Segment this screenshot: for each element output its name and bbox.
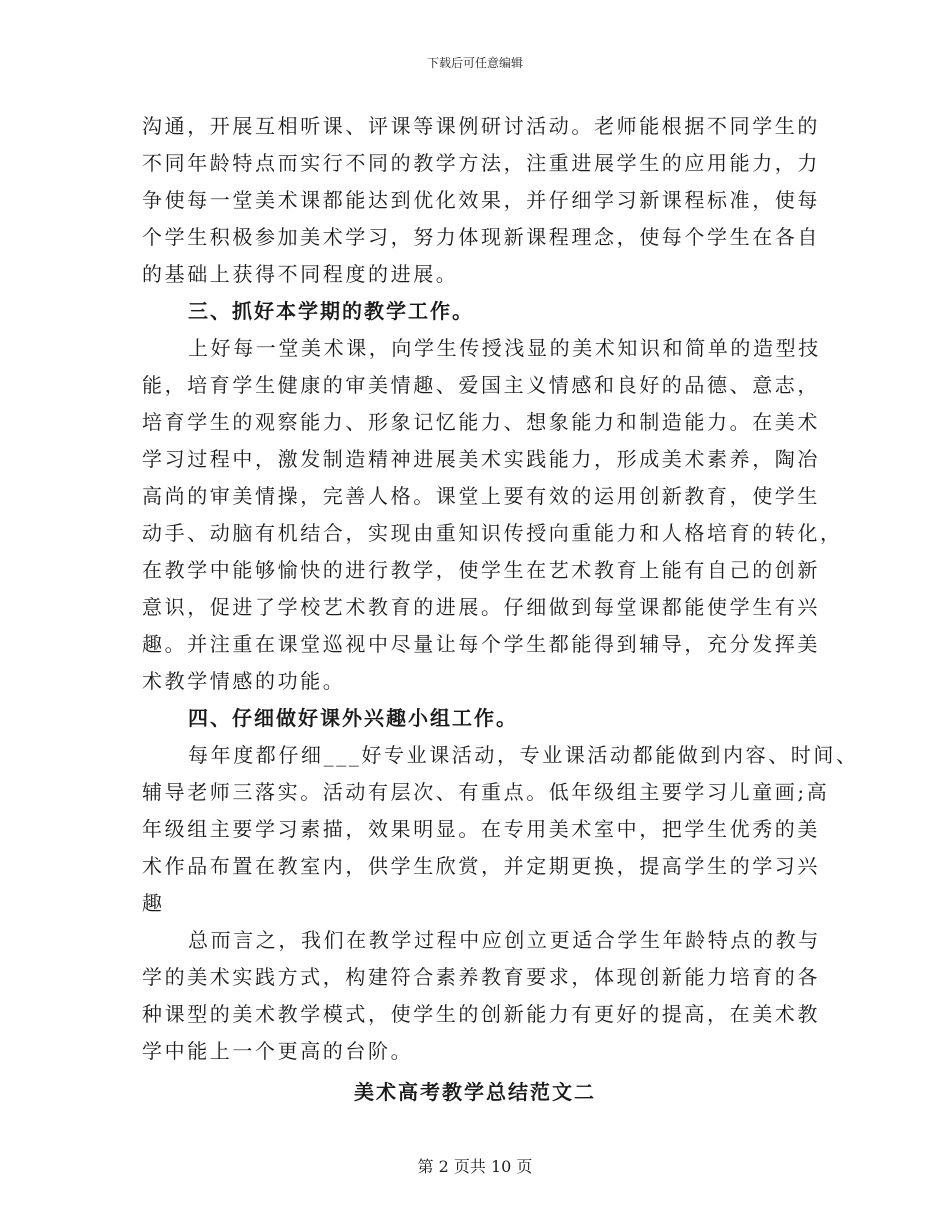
text-line: 沟通，开展互相听课、评课等课例研讨活动。老师能根据不同学生的 — [142, 114, 820, 138]
text-line: 种课型的美术教学模式，使学生的创新能力有更好的提高，在美术教 — [142, 1002, 820, 1026]
paragraph — [142, 737, 859, 922]
document-title: 美术高考教学总结范文二 — [354, 1080, 596, 1104]
text-line: 上好每一堂美术课，向学生传授浅显的美术知识和简单的造型技 — [188, 336, 821, 360]
text-line: 的基础上获得不同程度的进展。 — [142, 262, 459, 286]
text-line: 个学生积极参加美术学习，努力体现新课程理念，使每个学生在各自 — [142, 225, 820, 249]
text-line: 每年度都仔细___好专业课活动，专业课活动都能做到内容、时间、 — [188, 743, 859, 767]
text-line: 争使每一堂美术课都能达到优化效果，并仔细学习新课程标准，使每 — [142, 188, 820, 212]
document-body — [142, 108, 859, 1070]
text-line: 年级组主要学习素描，效果明显。在专用美术室中，把学生优秀的美 — [142, 817, 820, 841]
text-line: 意识，促进了学校艺术教育的进展。仔细做到每堂课都能使学生有兴 — [142, 595, 820, 619]
paragraph — [142, 330, 843, 700]
section-heading: 四、仔细做好课外兴趣小组工作。 — [188, 706, 518, 730]
section-heading: 三、抓好本学期的教学工作。 — [188, 299, 474, 323]
text-line: 总而言之，我们在教学过程中应创立更适合学生年龄特点的教与 — [188, 928, 821, 952]
text-line: 不同年龄特点而实行不同的教学方法，注重进展学生的应用能力，力 — [142, 151, 820, 175]
text-line: 学的美术实践方式，构建符合素养教育要求，体现创新能力培育的各 — [142, 965, 820, 989]
text-line: 学习过程中，激发制造精神进展美术实践能力，形成美术素养，陶冶 — [142, 447, 820, 471]
text-line: 术作品布置在教室内，供学生欣赏，并定期更换，提高学生的学习兴 — [142, 854, 820, 878]
text-line: 培育学生的观察能力、形象记忆能力、想象能力和制造能力。在美术 — [142, 410, 820, 434]
text-line: 动手、动脑有机结合，实现由重知识传授向重能力和人格培育的转化， — [142, 521, 843, 545]
paragraph — [142, 922, 822, 1070]
text-line: 趣。并注重在课堂巡视中尽量让每个学生都能得到辅导，充分发挥美 — [142, 632, 820, 656]
text-line: 辅导老师三落实。活动有层次、有重点。低年级组主要学习儿童画;高 — [142, 780, 830, 804]
text-line: 趣 — [142, 891, 165, 915]
paragraph — [142, 108, 822, 293]
text-line: 在教学中能够愉快的进行教学，使学生在艺术教育上能有自己的创新 — [142, 558, 820, 582]
page-header: 下载后可任意编辑 — [426, 56, 523, 70]
text-line: 能，培育学生健康的审美情趣、爱国主义情感和良好的品德、意志， — [142, 373, 820, 397]
text-line: 学中能上一个更高的台阶。 — [142, 1039, 414, 1063]
text-line: 术教学情感的功能。 — [142, 669, 346, 693]
text-line: 高尚的审美情操，完善人格。课堂上要有效的运用创新教育，使学生 — [142, 484, 820, 508]
page-footer: 第 2 页共 10 页 — [417, 1157, 533, 1176]
